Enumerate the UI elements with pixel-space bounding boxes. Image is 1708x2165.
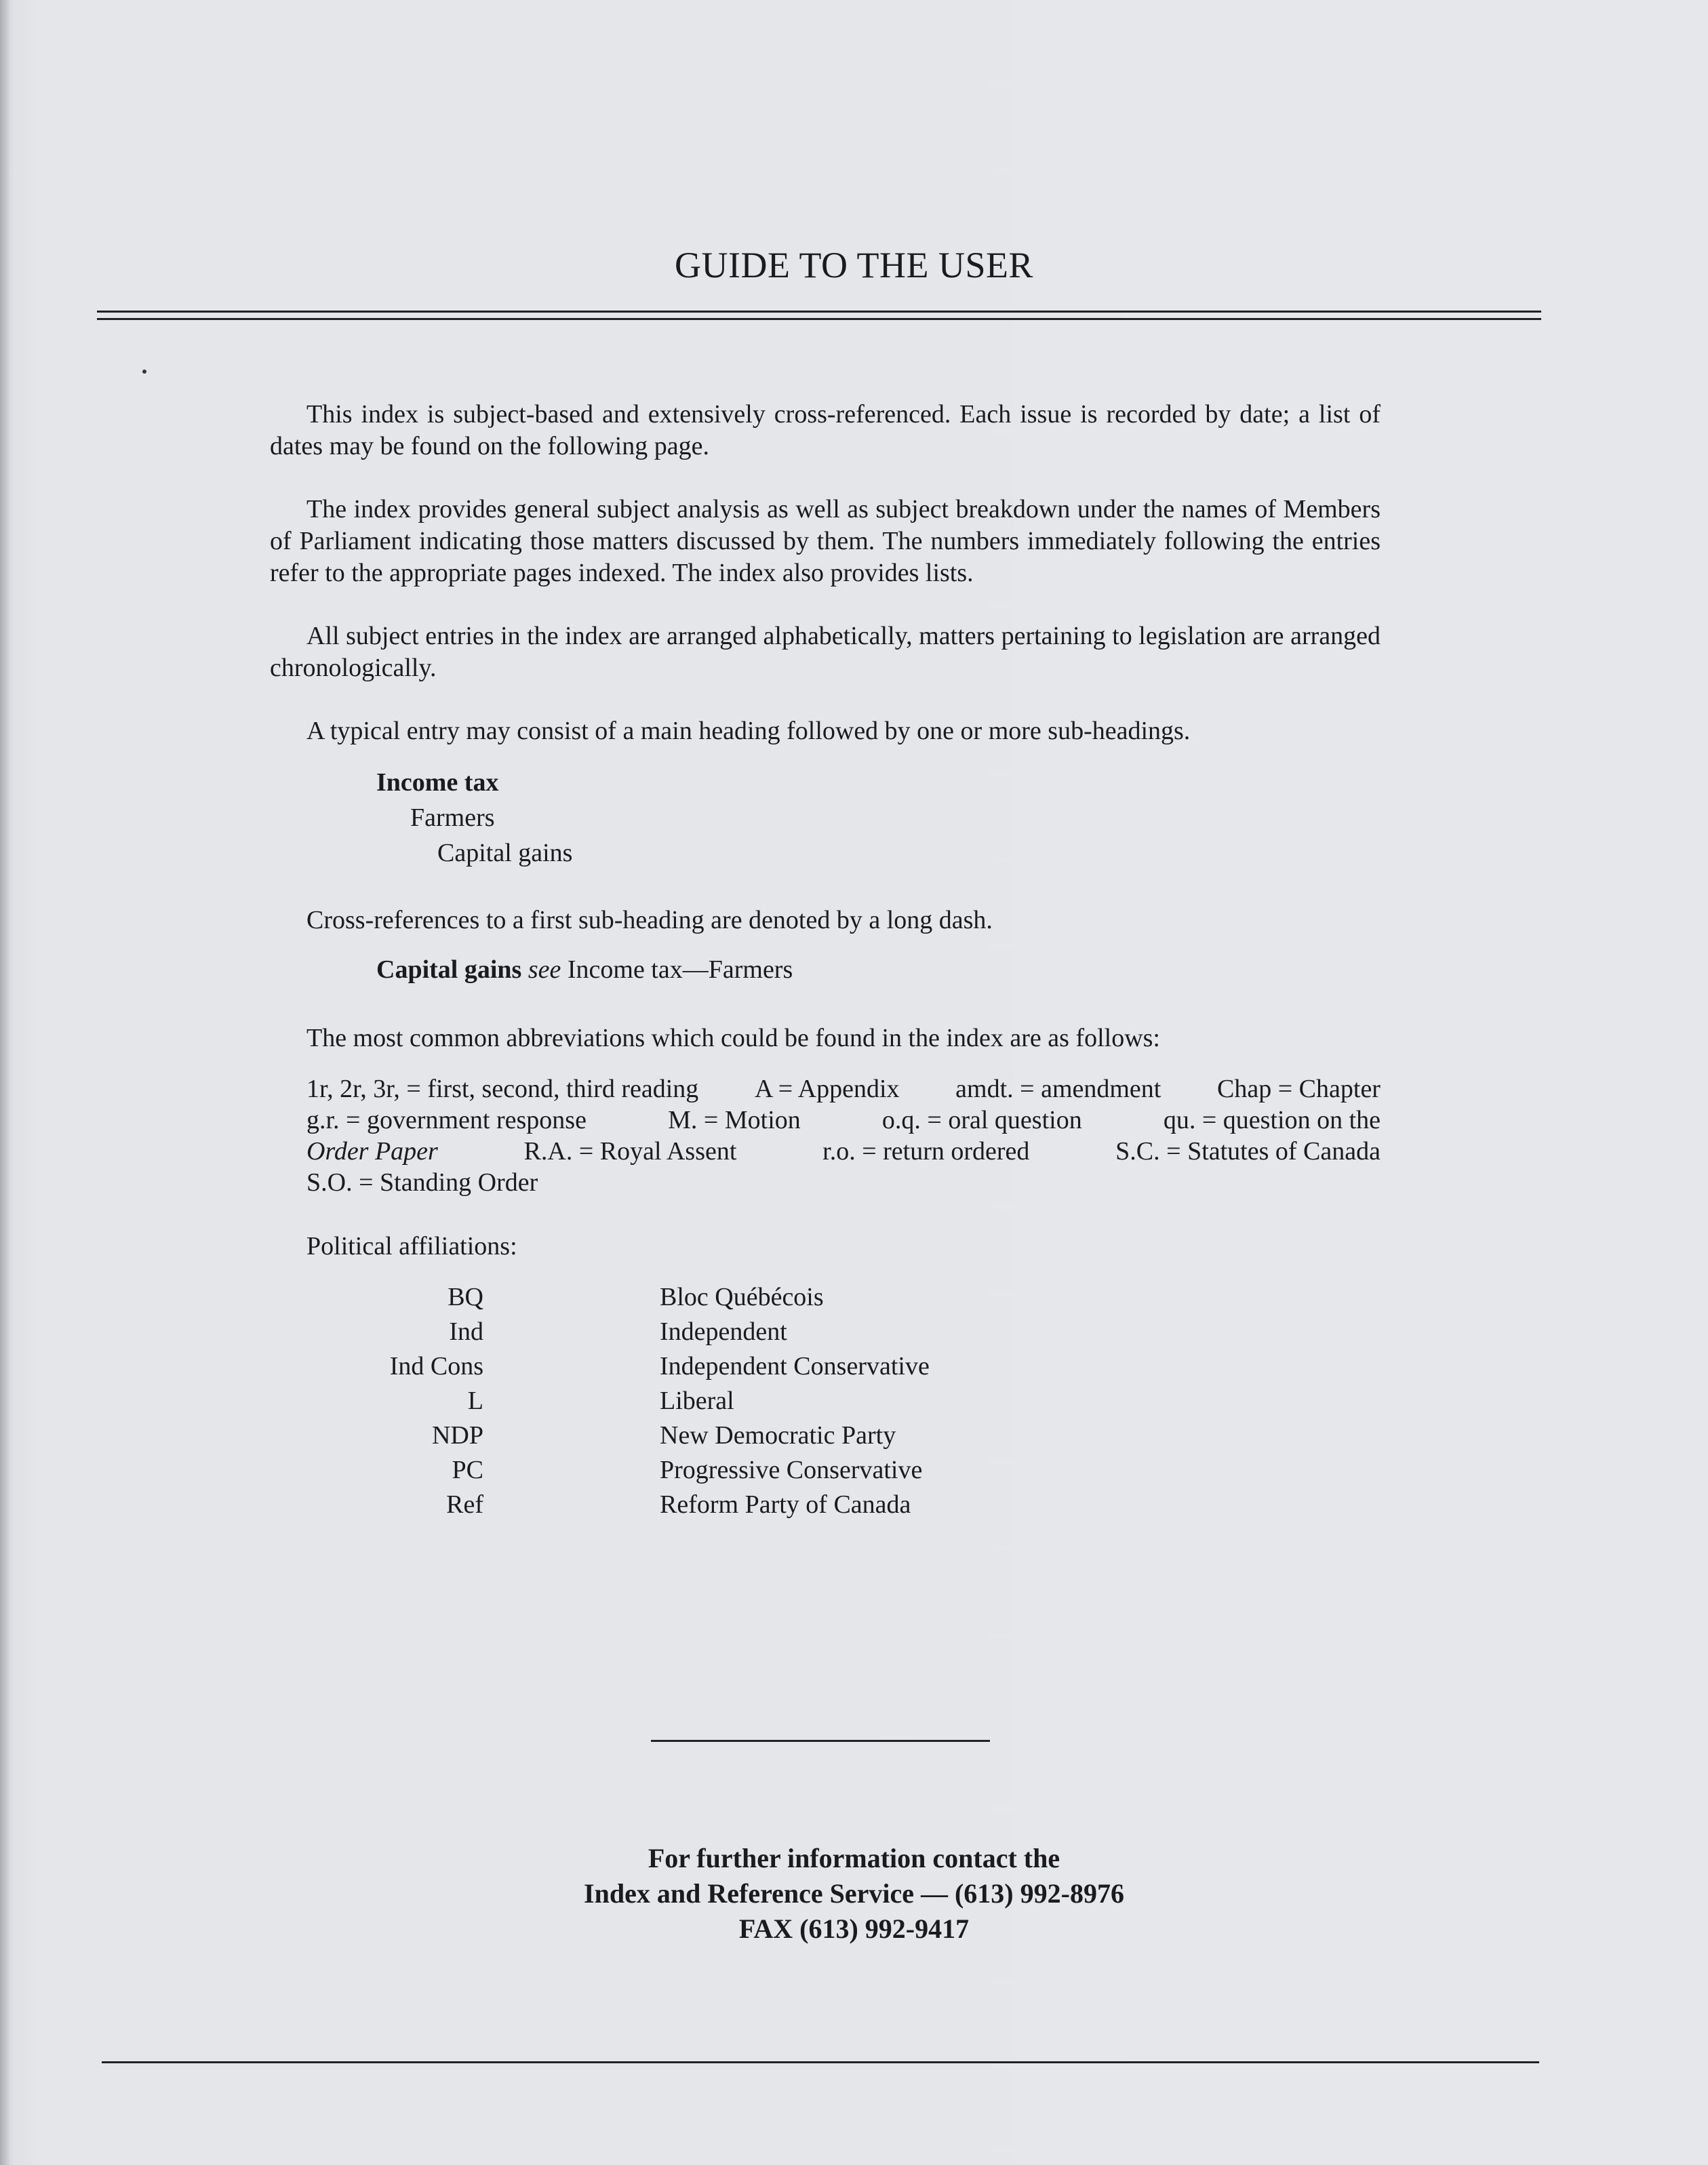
affiliation-row (270, 1316, 930, 1351)
abbrev-item: R.A. = Royal Assent (523, 1137, 737, 1166)
contact-line-2: Index and Reference Service — (613) 992-8976 (584, 1878, 1124, 1909)
page-title: GUIDE TO THE USER (674, 245, 1033, 285)
crossref-target: Income tax—Farmers (567, 955, 793, 984)
affiliation-row (270, 1282, 930, 1316)
affiliation-row (270, 1385, 930, 1420)
affiliation-row (270, 1489, 930, 1524)
abbrev-item: Order Paper (306, 1137, 438, 1166)
contact-line-1: For further information contact the (648, 1843, 1060, 1873)
affiliation-name: Bloc Québécois (660, 1283, 824, 1311)
affiliation-code: Ind Cons (389, 1352, 483, 1381)
abbrev-item: Chap = Chapter (1217, 1075, 1381, 1103)
contact-line-3: FAX (613) 992-9417 (738, 1913, 970, 1944)
affiliation-name: Independent (660, 1317, 787, 1346)
affiliation-name: Independent Conservative (660, 1352, 930, 1381)
affiliation-code: L (467, 1387, 483, 1415)
abbrev-line-3 (306, 1136, 1381, 1167)
affiliation-name: New Democratic Party (660, 1421, 896, 1450)
affiliation-row (270, 1420, 930, 1454)
intro-paragraph-1: This index is subject-based and extensively cross-referenced. Each issue is recorded by date; a list of dates may be found on the following page. (270, 400, 1381, 460)
section-divider (651, 1740, 990, 1742)
affiliation-row (270, 1454, 930, 1489)
affiliation-code: Ref (446, 1490, 483, 1519)
affiliation-code: Ind (449, 1317, 483, 1346)
title-double-rule (97, 311, 1541, 320)
crossref-term: Capital gains (376, 955, 522, 984)
abbrev-line-1 (306, 1073, 1381, 1105)
abbrev-item: qu. = question on the (1163, 1106, 1381, 1134)
affiliation-name: Progressive Conservative (660, 1456, 923, 1484)
example-main-heading: Income tax (376, 768, 499, 797)
affiliation-code: NDP (431, 1421, 483, 1450)
affiliation-name: Liberal (660, 1387, 734, 1415)
guide-body (270, 399, 1381, 1524)
abbrev-item: 1r, 2r, 3r, = first, second, third reading (306, 1075, 699, 1103)
intro-paragraph-2: The index provides general subject analysis as well as subject breakdown under the names of Members of Parliament indicating those matters discussed by them. The numbers immediately following the entries refer to the appropriate pages indexed. The index also provides lists. (270, 495, 1381, 587)
abbrev-item: amdt. = amendment (955, 1075, 1161, 1103)
example-entry (376, 765, 1381, 871)
contact-block (0, 1841, 1708, 1947)
abbrev-item: o.q. = oral question (881, 1106, 1082, 1134)
abbrev-line-2 (306, 1105, 1381, 1136)
abbrev-item: A = Appendix (754, 1075, 900, 1103)
affiliation-row (270, 1351, 930, 1385)
affiliations-table (270, 1282, 930, 1524)
abbrev-line-4 (306, 1167, 1381, 1198)
bottom-rule (102, 2061, 1539, 2063)
abbrev-item: r.o. = return ordered (822, 1137, 1030, 1166)
affiliation-name: Reform Party of Canada (660, 1490, 911, 1519)
crossref-example (376, 954, 1381, 986)
abbrev-item: S.C. = Statutes of Canada (1115, 1137, 1381, 1166)
abbrev-item: S.O. = Standing Order (306, 1168, 538, 1197)
abbreviations-intro: The most common abbreviations which could be found in the index are as follows: (306, 1024, 1160, 1052)
affiliation-code: BQ (448, 1283, 483, 1311)
intro-paragraph-4: A typical entry may consist of a main heading followed by one or more sub-headings. (306, 717, 1191, 745)
stray-dot (142, 370, 146, 374)
affiliations-intro: Political affiliations: (306, 1232, 517, 1260)
abbrev-item: g.r. = government response (306, 1106, 587, 1134)
example-sub-heading: Farmers (410, 803, 495, 832)
example-sub-sub-heading: Capital gains (437, 839, 573, 867)
abbreviations-list (306, 1073, 1381, 1198)
crossref-paragraph: Cross-references to a first sub-heading are denoted by a long dash. (306, 906, 993, 934)
crossref-see: see (528, 955, 561, 984)
intro-paragraph-3: All subject entries in the index are arranged alphabetically, matters pertaining to legislation are arranged chronologically. (270, 622, 1381, 682)
affiliation-code: PC (452, 1456, 483, 1484)
abbrev-item: M. = Motion (668, 1106, 801, 1134)
